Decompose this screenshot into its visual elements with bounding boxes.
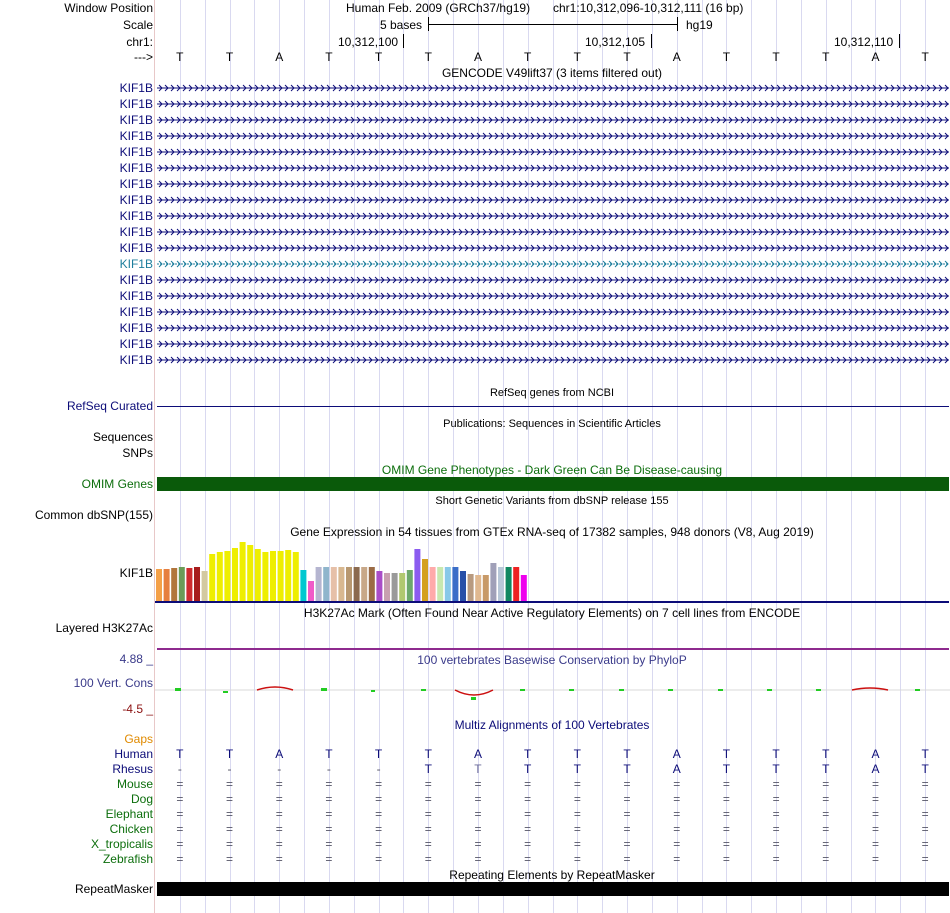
multiz-alignment-cell: = — [573, 807, 581, 821]
gencode-transcript-line[interactable] — [157, 162, 949, 174]
base-letter: T — [176, 50, 184, 64]
multiz-alignment-cell: = — [772, 822, 780, 836]
dbsnp-label[interactable]: Common dbSNP(155) — [34, 508, 153, 522]
multiz-alignment-cell: T — [176, 747, 184, 761]
multiz-alignment-cell: = — [474, 852, 482, 866]
multiz-alignment-cell: = — [226, 807, 234, 821]
multiz-alignment-cell: = — [722, 837, 730, 851]
multiz-alignment-cell: = — [871, 777, 879, 791]
gtex-tissue-bar[interactable] — [521, 575, 527, 601]
gtex-tissue-bar[interactable] — [422, 559, 428, 601]
gtex-tissue-bar[interactable] — [452, 567, 458, 601]
multiz-alignment-cell: = — [871, 792, 879, 806]
multiz-alignment-cell: = — [573, 777, 581, 791]
multiz-alignment-cell: = — [573, 792, 581, 806]
gtex-tissue-bar[interactable] — [407, 570, 413, 601]
gencode-gene-label[interactable]: KIF1B — [119, 177, 153, 191]
multiz-alignment-cell: = — [275, 792, 283, 806]
multiz-alignment-cell: = — [623, 792, 631, 806]
gencode-gene-label[interactable]: KIF1B — [119, 97, 153, 111]
gencode-transcript-line[interactable] — [157, 114, 949, 126]
multiz-alignment-cell: = — [921, 807, 929, 821]
gencode-gene-label[interactable]: KIF1B — [119, 241, 153, 255]
base-letter: A — [672, 50, 681, 64]
multiz-alignment-cell: = — [673, 837, 681, 851]
multiz-species-label[interactable]: Dog — [130, 792, 153, 806]
multiz-alignment-cell: = — [275, 837, 283, 851]
multiz-alignment-cell: T — [623, 747, 631, 761]
multiz-alignment-cell: - — [376, 762, 381, 776]
window-position-label: Window Position — [64, 1, 153, 15]
gtex-tissue-bar[interactable] — [483, 575, 489, 601]
gtex-tissue-bar[interactable] — [414, 549, 420, 601]
snps-label[interactable]: SNPs — [122, 446, 153, 460]
label-divider — [154, 0, 155, 913]
multiz-alignment-cell: = — [176, 792, 184, 806]
gtex-tissue-bar[interactable] — [247, 545, 253, 601]
multiz-alignment-cell: = — [524, 792, 532, 806]
multiz-alignment-cell: = — [623, 807, 631, 821]
phylop-conserved-mark — [816, 689, 821, 691]
multiz-alignment-cell: T — [474, 762, 482, 776]
phylop-conserved-mark — [915, 689, 920, 691]
multiz-alignment-cell: A — [871, 762, 880, 776]
multiz-species-label[interactable]: Elephant — [105, 807, 153, 821]
strand-label: ---> — [134, 50, 153, 64]
gtex-tissue-bar[interactable] — [217, 552, 223, 601]
multiz-alignment-cell: = — [623, 822, 631, 836]
sequences-label[interactable]: Sequences — [92, 430, 153, 444]
gencode-gene-label[interactable]: KIF1B — [119, 225, 153, 239]
multiz-alignment-cell: = — [275, 807, 283, 821]
gencode-gene-label[interactable]: KIF1B — [119, 145, 153, 159]
gencode-gene-label[interactable]: KIF1B — [119, 321, 153, 335]
gtex-tissue-bar[interactable] — [202, 571, 208, 601]
gtex-tissue-bar[interactable] — [498, 567, 504, 601]
gencode-transcript-line[interactable] — [157, 82, 949, 94]
multiz-alignment-cell: T — [822, 762, 830, 776]
gtex-tissue-bar[interactable] — [513, 567, 519, 601]
multiz-alignment-cell: = — [375, 837, 383, 851]
repeatmasker-bar[interactable] — [157, 882, 949, 896]
multiz-track-title[interactable]: Multiz Alignments of 100 Vertebrates — [454, 718, 650, 732]
multiz-alignment-cell: = — [673, 807, 681, 821]
gtex-tissue-bar[interactable] — [171, 568, 177, 601]
multiz-alignment-cell: = — [375, 852, 383, 866]
refseq-label[interactable]: RefSeq Curated — [66, 399, 153, 413]
coord-tick-3 — [899, 34, 900, 48]
gencode-gene-label[interactable]: KIF1B — [119, 337, 153, 351]
coord-tick-label-2: 10,312,105 — [585, 35, 646, 49]
gtex-tissue-bar[interactable] — [270, 551, 276, 601]
multiz-alignment-cell: T — [722, 762, 731, 776]
coord-tick-label-1: 10,312,100 — [338, 35, 399, 49]
gtex-tissue-bar[interactable] — [331, 567, 337, 601]
gtex-tissue-bar[interactable] — [437, 567, 443, 601]
chrom-label: chr1: — [126, 35, 153, 49]
multiz-alignment-cell: = — [325, 837, 333, 851]
coord-tick-2 — [651, 34, 652, 48]
multiz-alignment-cell: = — [673, 852, 681, 866]
gencode-gene-label[interactable]: KIF1B — [119, 305, 153, 319]
multiz-alignment-cell: T — [822, 747, 830, 761]
publications-track-title[interactable]: Publications: Sequences in Scientific Articles — [443, 418, 661, 430]
multiz-alignment-cell: = — [921, 822, 929, 836]
gtex-tissue-bar[interactable] — [186, 568, 192, 601]
gtex-tissue-bar[interactable] — [354, 567, 360, 601]
multiz-alignment-cell: = — [524, 837, 532, 851]
gtex-tissue-bar[interactable] — [490, 563, 496, 601]
multiz-species-label[interactable]: Human — [114, 747, 153, 761]
gtex-tissue-bar[interactable] — [445, 567, 451, 601]
multiz-alignment-cell: T — [225, 747, 234, 761]
multiz-alignment-cell: = — [871, 807, 879, 821]
gencode-track-title[interactable]: GENCODE V49lift37 (3 items filtered out) — [441, 66, 663, 80]
multiz-alignment-cell: = — [772, 852, 780, 866]
gtex-tissue-bar[interactable] — [460, 571, 466, 601]
multiz-alignment-cell: = — [226, 852, 234, 866]
gencode-gene-label[interactable]: KIF1B — [119, 209, 153, 223]
position-readout[interactable]: chr1:10,312,096-10,312,111 (16 bp) — [553, 1, 744, 15]
multiz-alignment-cell: = — [573, 822, 581, 836]
multiz-alignment-cell: = — [474, 807, 482, 821]
multiz-alignment-cell: = — [573, 852, 581, 866]
scale-bar-left-end — [428, 17, 429, 31]
gtex-tissue-bar[interactable] — [369, 567, 375, 601]
gencode-transcript-line[interactable] — [157, 130, 949, 142]
multiz-alignment-cell: = — [623, 777, 631, 791]
phylop-track-title[interactable]: 100 vertebrates Basewise Conservation by PhyloP — [417, 653, 687, 667]
gtex-tissue-bar[interactable] — [323, 567, 329, 601]
multiz-alignment-cell: - — [277, 762, 282, 776]
multiz-alignment-cell: = — [424, 777, 432, 791]
multiz-alignment-cell: - — [326, 762, 331, 776]
multiz-alignment-cell: T — [921, 747, 929, 761]
gencode-transcript-line[interactable] — [157, 322, 949, 334]
scale-db-label: hg19 — [686, 18, 713, 32]
base-letter: T — [921, 50, 929, 64]
multiz-alignment-cell: = — [772, 792, 780, 806]
multiz-alignment-cell: = — [474, 792, 482, 806]
base-letter: T — [424, 50, 432, 64]
multiz-alignment-cell: = — [424, 837, 432, 851]
multiz-alignment-cell: T — [573, 762, 582, 776]
gencode-transcript-line[interactable] — [157, 274, 949, 286]
gtex-tissue-bar[interactable] — [430, 567, 436, 601]
phylop-label[interactable]: 100 Vert. Cons — [73, 676, 153, 690]
multiz-alignment-cell: = — [524, 807, 532, 821]
base-letter: T — [772, 50, 780, 64]
gencode-gene-label[interactable]: KIF1B — [119, 289, 153, 303]
gencode-gene-label[interactable]: KIF1B — [119, 161, 153, 175]
phylop-conserved-mark — [767, 689, 772, 691]
multiz-species-label[interactable]: X_tropicalis — [90, 837, 153, 851]
gtex-tissue-bar[interactable] — [338, 567, 344, 601]
multiz-alignment-cell: = — [176, 852, 184, 866]
base-letter: A — [871, 50, 880, 64]
multiz-alignment-cell: = — [673, 777, 681, 791]
multiz-alignment-cell: = — [921, 777, 929, 791]
h3k27ac-signal-line — [157, 648, 949, 650]
base-letter: T — [325, 50, 333, 64]
multiz-alignment-cell: = — [375, 807, 383, 821]
phylop-signal[interactable] — [155, 680, 950, 702]
multiz-alignment-cell: T — [424, 762, 432, 776]
multiz-alignment-cell: = — [325, 807, 333, 821]
gtex-tissue-bar[interactable] — [475, 575, 481, 601]
omim-track-title[interactable]: OMIM Gene Phenotypes - Dark Green Can Be Disease-causing — [381, 463, 723, 477]
gtex-tissue-bar[interactable] — [262, 552, 268, 601]
multiz-alignment-cell: = — [573, 837, 581, 851]
multiz-alignment-cell: = — [722, 792, 730, 806]
multiz-alignment-cell: A — [473, 747, 482, 761]
multiz-alignment-cell: = — [424, 852, 432, 866]
gtex-tissue-bar[interactable] — [179, 567, 185, 601]
multiz-alignment-cell: = — [524, 777, 532, 791]
multiz-alignment-cell: = — [772, 837, 780, 851]
gencode-transcript-line[interactable] — [157, 290, 949, 302]
gencode-gene-label[interactable]: KIF1B — [119, 257, 153, 271]
gtex-tissue-bar[interactable] — [506, 567, 512, 601]
multiz-alignment-cell: - — [177, 762, 182, 776]
multiz-alignment-cell: = — [524, 822, 532, 836]
multiz-alignment-cell: = — [524, 852, 532, 866]
phylop-conserved-mark — [471, 697, 476, 700]
phylop-conserved-mark — [520, 689, 525, 691]
gencode-gene-label[interactable]: KIF1B — [119, 273, 153, 287]
phylop-conserved-mark — [668, 689, 673, 691]
base-letter: T — [623, 50, 631, 64]
multiz-alignment-cell: = — [921, 837, 929, 851]
scale-bar — [428, 24, 678, 25]
phylop-conserved-mark — [371, 690, 375, 692]
base-letter: A — [275, 50, 284, 64]
multiz-alignment-cell: = — [325, 777, 333, 791]
multiz-alignment-cell: T — [772, 762, 780, 776]
gtex-track-title[interactable]: Gene Expression in 54 tissues from GTEx RNA-seq of 17382 samples, 948 donors (V8, Aug 2019) — [290, 525, 814, 539]
multiz-alignment-cell: = — [176, 837, 184, 851]
base-letter: T — [225, 50, 234, 64]
base-letter: T — [822, 50, 830, 64]
gtex-tissue-bar[interactable] — [293, 552, 299, 601]
phylop-conserved-mark — [175, 688, 181, 691]
multiz-alignment-cell: T — [573, 747, 582, 761]
gtex-tissue-bar[interactable] — [240, 542, 246, 601]
multiz-alignment-cell: = — [722, 852, 730, 866]
gtex-tissue-bar[interactable] — [255, 549, 261, 601]
gtex-tissue-bar[interactable] — [156, 569, 162, 601]
multiz-alignment-cell: T — [722, 747, 731, 761]
multiz-alignment-cell: T — [523, 747, 532, 761]
phylop-min-label: -4.5 _ — [122, 702, 153, 716]
gencode-gene-label[interactable]: KIF1B — [119, 113, 153, 127]
phylop-conserved-mark — [321, 688, 327, 691]
multiz-alignment-cell: A — [672, 762, 681, 776]
multiz-species-label[interactable]: Zebrafish — [102, 852, 153, 866]
multiz-alignment-cell: = — [275, 822, 283, 836]
multiz-alignment-cell: = — [822, 822, 830, 836]
multiz-alignment-cell: T — [623, 762, 631, 776]
multiz-species-label[interactable]: Mouse — [116, 777, 153, 791]
multiz-alignment-cell: = — [226, 837, 234, 851]
gtex-tissue-bar[interactable] — [209, 554, 215, 601]
gencode-gene-label[interactable]: KIF1B — [119, 129, 153, 143]
gencode-gene-label[interactable]: KIF1B — [119, 81, 153, 95]
multiz-alignment-cell: = — [424, 822, 432, 836]
base-letter: T — [722, 50, 731, 64]
gencode-transcript-line[interactable] — [157, 338, 949, 350]
multiz-alignment-cell: T — [921, 762, 929, 776]
phylop-accelerated-mark — [455, 690, 493, 695]
multiz-alignment-cell: T — [523, 762, 532, 776]
multiz-alignment-cell: = — [871, 822, 879, 836]
multiz-alignment-cell: T — [772, 747, 780, 761]
gtex-bar-chart[interactable] — [155, 538, 545, 602]
gencode-transcript-line[interactable] — [157, 178, 949, 190]
multiz-alignment-cell: A — [275, 747, 284, 761]
base-letter: T — [374, 50, 383, 64]
h3k27ac-label[interactable]: Layered H3K27Ac — [55, 621, 153, 635]
multiz-species-label[interactable]: Rhesus — [112, 762, 153, 776]
multiz-alignment-cell: = — [474, 777, 482, 791]
gencode-gene-label[interactable]: KIF1B — [119, 193, 153, 207]
phylop-conserved-mark — [223, 691, 228, 693]
multiz-alignment-cell: = — [325, 822, 333, 836]
gtex-tissue-bar[interactable] — [232, 548, 238, 601]
multiz-alignment-cell: = — [226, 777, 234, 791]
gtex-tissue-bar[interactable] — [316, 567, 322, 601]
gencode-transcript-line[interactable] — [157, 306, 949, 318]
gencode-gene-label[interactable]: KIF1B — [119, 353, 153, 367]
multiz-alignment-cell: = — [623, 837, 631, 851]
assembly-title[interactable]: Human Feb. 2009 (GRCh37/hg19) — [346, 1, 531, 15]
phylop-conserved-mark — [421, 689, 426, 691]
gtex-tissue-bar[interactable] — [194, 567, 200, 601]
omim-gene-bar[interactable] — [157, 477, 949, 491]
scale-label: Scale — [122, 18, 153, 32]
dbsnp-track-title[interactable]: Short Genetic Variants from dbSNP release 155 — [435, 495, 669, 507]
refseq-track-title[interactable]: RefSeq genes from NCBI — [489, 387, 615, 399]
multiz-alignment-cell: = — [722, 777, 730, 791]
gtex-tissue-bar[interactable] — [384, 573, 390, 601]
gtex-tissue-bar[interactable] — [392, 573, 398, 601]
gaps-label: Gaps — [124, 732, 153, 746]
multiz-alignment-cell: = — [822, 852, 830, 866]
multiz-alignment-cell: = — [275, 852, 283, 866]
gtex-tissue-bar[interactable] — [300, 570, 306, 601]
gtex-tissue-bar[interactable] — [224, 551, 230, 601]
phylop-conserved-mark — [619, 689, 624, 691]
gencode-transcript-line[interactable] — [157, 258, 949, 270]
multiz-alignment-cell: = — [176, 807, 184, 821]
repeatmasker-label[interactable]: RepeatMasker — [74, 882, 153, 896]
multiz-alignment-cell: = — [176, 777, 184, 791]
scale-bar-text: 5 bases — [380, 18, 423, 32]
multiz-alignment-cell: = — [921, 792, 929, 806]
gencode-transcript-line[interactable] — [157, 194, 949, 206]
gtex-tissue-bar[interactable] — [468, 574, 474, 601]
coord-tick-label-3: 10,312,110 — [834, 35, 894, 49]
gtex-label[interactable]: KIF1B — [119, 566, 153, 580]
multiz-alignment-cell: = — [871, 837, 879, 851]
multiz-alignment-cell: = — [424, 792, 432, 806]
multiz-alignment-cell: = — [375, 792, 383, 806]
gtex-tissue-bar[interactable] — [399, 573, 405, 601]
multiz-alignment-cell: = — [822, 777, 830, 791]
gencode-transcript-line[interactable] — [157, 98, 949, 110]
multiz-alignment-cell: = — [474, 837, 482, 851]
coord-tick-1 — [403, 34, 404, 48]
multiz-alignment-cell: = — [226, 792, 234, 806]
multiz-alignment-cell: = — [722, 822, 730, 836]
repeatmasker-track-title[interactable]: Repeating Elements by RepeatMasker — [449, 868, 655, 882]
gtex-tissue-bar[interactable] — [308, 581, 314, 601]
h3k27ac-track-title[interactable]: H3K27Ac Mark (Often Found Near Active Regulatory Elements) on 7 cell lines from ENCODE — [303, 606, 801, 620]
multiz-alignment-cell: = — [275, 777, 283, 791]
multiz-alignment-cell: = — [921, 852, 929, 866]
gtex-tissue-bar[interactable] — [376, 571, 382, 601]
multiz-alignment-cell: = — [822, 807, 830, 821]
gtex-tissue-bar[interactable] — [361, 567, 367, 601]
omim-label[interactable]: OMIM Genes — [81, 477, 153, 491]
multiz-alignment-cell: = — [176, 822, 184, 836]
multiz-alignment-cell: = — [772, 807, 780, 821]
phylop-conserved-mark — [718, 689, 723, 691]
gtex-tissue-bar[interactable] — [164, 569, 170, 601]
multiz-species-label[interactable]: Chicken — [109, 822, 153, 836]
multiz-alignment-cell: A — [672, 747, 681, 761]
base-letter: T — [523, 50, 532, 64]
phylop-conserved-mark — [569, 689, 574, 691]
multiz-alignment-cell: = — [822, 837, 830, 851]
multiz-alignment-cell: = — [325, 792, 333, 806]
multiz-alignment-cell: = — [474, 822, 482, 836]
gencode-transcript-line[interactable] — [157, 242, 949, 254]
multiz-alignment-cell: = — [375, 822, 383, 836]
scale-bar-right-end — [677, 17, 678, 31]
gtex-tissue-bar[interactable] — [278, 551, 284, 601]
base-letter: T — [573, 50, 582, 64]
multiz-alignment-cell: = — [325, 852, 333, 866]
multiz-alignment-cell: = — [673, 822, 681, 836]
gencode-transcript-line[interactable] — [157, 210, 949, 222]
multiz-alignment-cell: = — [673, 792, 681, 806]
multiz-alignment-cell: T — [374, 747, 383, 761]
multiz-alignment-cell: - — [227, 762, 232, 776]
multiz-alignment-cell: T — [325, 747, 333, 761]
multiz-alignment-cell: = — [226, 822, 234, 836]
multiz-alignment-cell: A — [871, 747, 880, 761]
multiz-alignment-cell: = — [772, 777, 780, 791]
gtex-tissue-bar[interactable] — [346, 567, 352, 601]
gencode-transcript-line[interactable] — [157, 146, 949, 158]
base-letter: A — [473, 50, 482, 64]
multiz-alignment-cell: = — [623, 852, 631, 866]
multiz-alignment-cell: = — [722, 807, 730, 821]
multiz-alignment-cell: T — [424, 747, 432, 761]
phylop-max-label: 4.88 _ — [119, 652, 153, 666]
multiz-alignment-cell: = — [375, 777, 383, 791]
gtex-tissue-bar[interactable] — [285, 550, 291, 601]
gencode-transcript-line[interactable] — [157, 226, 949, 238]
multiz-alignment-cell: = — [424, 807, 432, 821]
refseq-gene-line[interactable] — [157, 406, 949, 407]
gtex-gene-line — [155, 601, 949, 603]
gencode-transcript-line[interactable] — [157, 354, 949, 366]
multiz-alignment-cell: = — [871, 852, 879, 866]
multiz-alignment-cell: = — [822, 792, 830, 806]
